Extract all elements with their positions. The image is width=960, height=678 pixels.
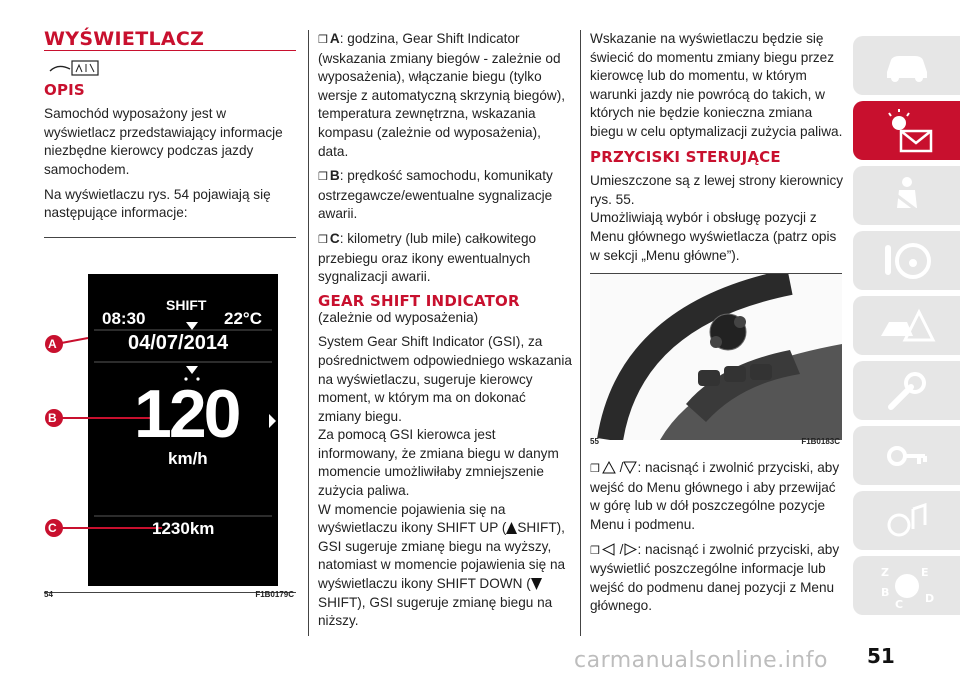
bullet-icon: ❒ (318, 233, 328, 246)
svg-text:D: D (924, 591, 934, 605)
callout-c: C (48, 520, 57, 535)
page-number: 51 (867, 644, 895, 668)
display-time: 08:30 (102, 308, 146, 328)
gsi-shift-label: SHIFT (166, 296, 207, 313)
tab-starting-driving[interactable] (853, 231, 960, 290)
car-icon (881, 48, 933, 84)
display-odometer: 1230km (152, 518, 215, 538)
controls-paragraph: Umieszczone są z lewej strony kierownicy rys. 55. (590, 173, 844, 207)
callout-a: A (48, 336, 57, 351)
chapter-tabs (853, 36, 960, 621)
bullet-icon: ❒ (590, 544, 600, 557)
shift-down-icon (531, 578, 542, 590)
alphabet-index-icon (877, 562, 937, 610)
subsection-title: OPIS (44, 80, 85, 99)
list-item: ❒ C: kilometry (lub mile) całkowitego przebiegu oraz ikony ewentualnych sygnalizacji awarii. (318, 230, 537, 285)
figure-number: 54 (44, 590, 53, 600)
tab-emergency[interactable] (853, 296, 960, 355)
svg-text:B: B (880, 585, 889, 599)
seat-airbag-icon (881, 174, 933, 218)
subsection-title: GEAR SHIFT INDICATOR (318, 291, 520, 310)
bullet-icon: ❒ (318, 171, 328, 184)
tab-index[interactable] (853, 556, 960, 615)
figure-reference-paragraph: Na wyświetlaczu rys. 54 pojawiają się następujące informacje: (44, 186, 271, 221)
figure-number: 55 (590, 436, 599, 446)
callout-b: B (48, 410, 57, 425)
bullet-icon: ❒ (590, 463, 600, 476)
display-speed: 120 (134, 375, 239, 452)
section-title: WYŚWIETLACZ (44, 28, 205, 50)
tab-vehicle[interactable] (853, 36, 960, 95)
column-middle (318, 30, 572, 637)
display-date: 04/07/2014 (128, 331, 229, 354)
warning-light-message-icon (877, 109, 937, 153)
figure-code: F1B0183C (801, 436, 840, 446)
tab-safety[interactable] (853, 166, 960, 225)
list-item: ❒ / : nacisnąć i zwolnić przyciski, aby wyświetlić poszczególne informacje lub wejść do podmenu danej pozycji z Menu głównego. (590, 541, 840, 614)
svg-text:E: E (920, 565, 929, 579)
shift-up-icon (506, 522, 517, 534)
intro-paragraph: Samochód wyposażony jest w wyświetlacz przedstawiający informacje niezbędne kierowcy podczas jazdy samochodem. (44, 106, 283, 177)
watermark: carmanualsonline.info (574, 648, 828, 673)
down-arrow-icon (623, 461, 637, 474)
steering-wheel-illustration (590, 274, 842, 440)
display-temperature: 22°C (224, 308, 262, 328)
list-item: ❒ B: prędkość samochodu, komunikaty ostrzegawcze/ewentualne sygnalizacje awarii. (318, 168, 553, 222)
wrench-icon (881, 369, 933, 413)
multimedia-icon (881, 499, 933, 543)
column-left (44, 28, 296, 600)
bullet-icon: ❒ (318, 34, 328, 46)
column-right (590, 30, 844, 622)
right-arrow-icon (623, 543, 637, 556)
list-item: ❒ / : nacisnąć i zwolnić przyciski, aby wejść do Menu głównego i aby przewijać w górę lub w dół poszczególne pozycje Menu i podmenu. (590, 460, 840, 532)
tab-dashboard-display[interactable] (853, 101, 960, 160)
tab-maintenance[interactable] (853, 361, 960, 420)
gsi-continued-paragraph: Wskazanie na wyświetlaczu będzie się świecić do momentu zmiany biegu przez kierowcę lub do momentu, w którym warunki jazdy nie powrócą do takich, w których nie będzie konieczna zmiana biegu w celu optymalizacji zużycia paliwa. (590, 31, 843, 139)
tab-technical-data[interactable] (853, 426, 960, 485)
figure-code: F1B0179C (255, 590, 294, 600)
breakdown-warning-icon (877, 304, 937, 348)
key-icon (881, 434, 933, 478)
controls-paragraph: Umożliwiają wybór i obsługę pozycji z Menu głównego wyświetlacza (patrz opis w sekcji „Menu główne”). (590, 210, 837, 263)
figure-display (44, 237, 296, 600)
column-divider (580, 30, 581, 636)
up-arrow-icon (602, 461, 616, 474)
svg-text:C: C (894, 597, 903, 610)
tab-multimedia[interactable] (853, 491, 960, 550)
svg-text:Z: Z (880, 565, 889, 579)
gsi-paragraph: System Gear Shift Indicator (GSI), za pośrednictwem odpowiedniego wskazania na wyświetlaczu, sugeruje kierowcy moment, w którym ma on dokonać zmiany biegu. (318, 334, 572, 424)
column-divider (308, 30, 309, 636)
left-arrow-icon (602, 543, 616, 556)
steering-wheel-icon (877, 239, 937, 283)
gsi-paragraph: Za pomocą GSI kierowca jest informowany, że zmiana biegu w danym momencie umożliwiłaby zmniejszenie zużycia paliwa. (318, 427, 559, 499)
list-item: ❒ A: godzina, Gear Shift Indicator (wskazania zmiany biegów - zależnie od wyposażenia), włączanie biegu (tylko wersje z automatyczną skrzynią biegów), temperatura zewnętrzna, wskazania kompasu (zależnie od wyposażenia), data. (318, 31, 566, 159)
display-icon (48, 59, 296, 77)
figure-steering-controls (590, 273, 842, 446)
gsi-paragraph: W momencie pojawienia się na wyświetlaczu ikony SHIFT UP ( SHIFT), GSI sugeruje zmianę biegu na wyższy, natomiast w momencie pojawienia się na wyświetlaczu ikony SHIFT DOWN (SHIFT), GSI sugeruje zmianę biegu na niższy. (318, 501, 566, 629)
subsection-note: (zależnie od wyposażenia) (318, 309, 479, 325)
display-speed-unit: km/h (168, 448, 208, 468)
subsection-title: PRZYCISKI STERUJĄCE (590, 147, 781, 166)
